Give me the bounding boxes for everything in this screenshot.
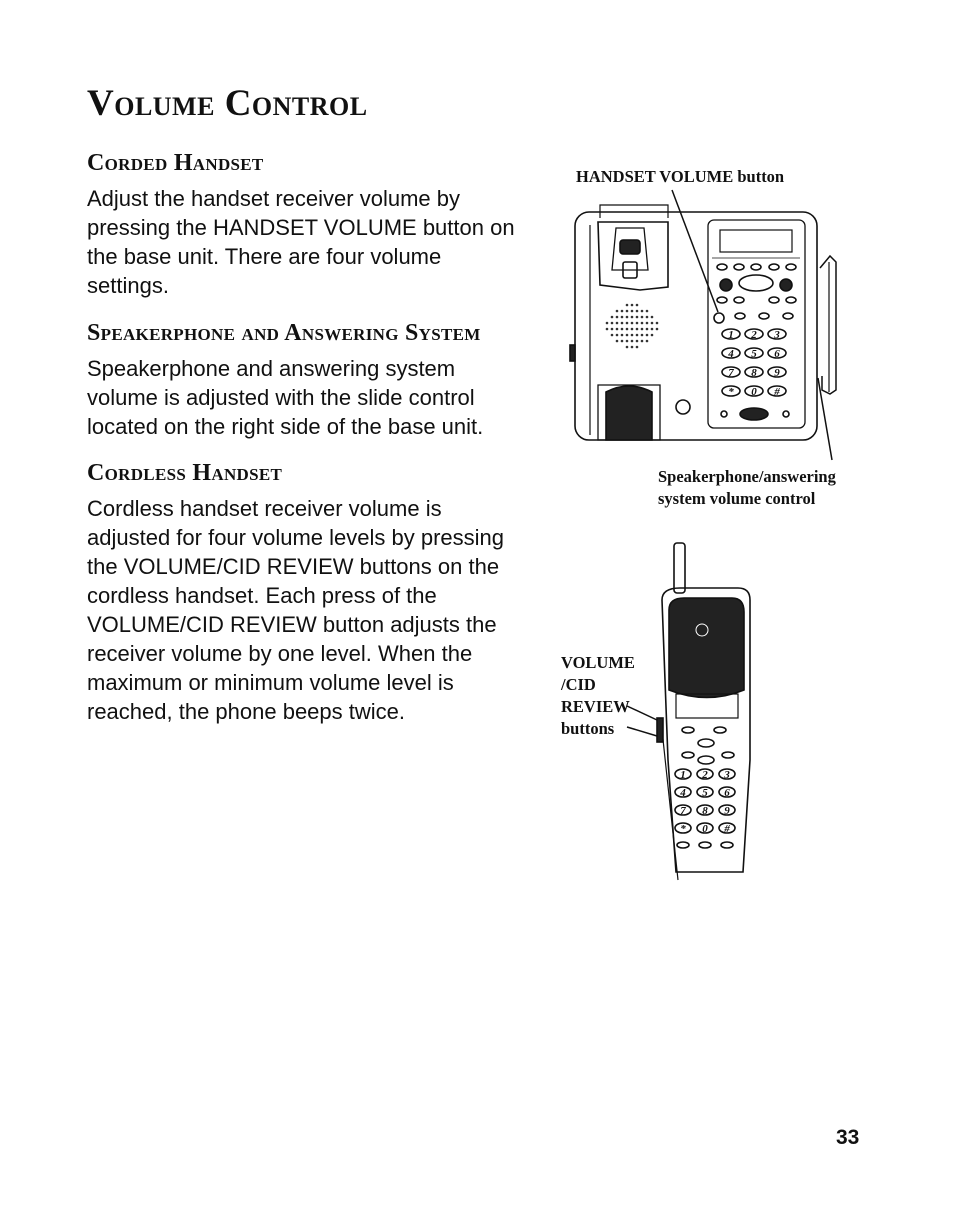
base-display: [720, 230, 792, 252]
key-9: 9: [774, 367, 780, 379]
base-unit-illustration: [570, 205, 836, 440]
handset-cradle: [598, 222, 668, 290]
handset-key-7: 7: [680, 805, 686, 817]
handset-key-5: 5: [702, 787, 708, 799]
handset-key-0: 0: [702, 823, 708, 835]
handset-key-4: 4: [680, 787, 686, 799]
text-line: receiver volume by one level. When the: [87, 641, 473, 666]
heading-speakerphone: Speakerphone and Answering System: [87, 320, 481, 346]
key-6: 6: [774, 348, 780, 360]
text-line: cordless handset. Each press of the: [87, 583, 437, 608]
leader-line-speakerphone: [818, 378, 832, 460]
leader-line-volume-cid-lower: [627, 727, 657, 736]
callout-line: /CID: [561, 675, 596, 694]
heading-corded-handset: Corded Handset: [87, 150, 264, 176]
text-line: adjusted for four volume levels by pressing: [87, 525, 504, 550]
key-1: 1: [728, 329, 734, 341]
text-line: pressing the HANDSET VOLUME button on: [87, 215, 515, 240]
text-line: Speakerphone and answering system: [87, 356, 456, 381]
text-line: the VOLUME/CID REVIEW buttons on the: [87, 554, 500, 579]
page-button: [676, 400, 690, 414]
text-line: reached, the phone beeps twice.: [87, 699, 406, 724]
handset-key-8: 8: [702, 805, 708, 817]
side-slide-control: [570, 345, 575, 361]
text-line: maximum or minimum volume level is: [87, 670, 454, 695]
callout-handset-volume: HANDSET VOLUME button: [576, 167, 785, 186]
play-stop-button: [739, 275, 773, 291]
key-8: 8: [751, 367, 757, 379]
text-line: Adjust the handset receiver volume by: [87, 186, 460, 211]
text-line: settings.: [87, 273, 169, 298]
handset-key-1: 1: [680, 769, 686, 781]
handset-key-star: *: [680, 823, 686, 835]
speaker-button: [740, 408, 768, 420]
key-2: 2: [751, 329, 757, 341]
handset-key-9: 9: [724, 805, 730, 817]
key-hash: #: [774, 386, 780, 398]
speaker-grille: [606, 304, 659, 349]
handset-antenna: [674, 543, 685, 593]
base-keypad-digits: [727, 329, 780, 398]
handset-earpiece: [669, 598, 744, 698]
key-5: 5: [751, 348, 757, 360]
callout-line: VOLUME: [561, 653, 635, 672]
callout-line: buttons: [561, 719, 615, 738]
text-line: volume is adjusted with the slide control: [87, 385, 475, 410]
key-3: 3: [774, 329, 780, 341]
heading-cordless-handset: Cordless Handset: [87, 460, 283, 486]
key-0: 0: [751, 386, 757, 398]
text-line: the base unit. There are four volume: [87, 244, 442, 269]
handset-key-2: 2: [702, 769, 708, 781]
handset-key-3: 3: [724, 769, 730, 781]
volume-cid-buttons: [657, 718, 663, 742]
text-line: VOLUME/CID REVIEW button adjusts the: [87, 612, 497, 637]
earpiece-well: [606, 386, 652, 440]
callout-line: Speakerphone/answering: [658, 467, 836, 486]
handset-volume-button: [714, 313, 724, 323]
leader-line-handset-volume: [672, 190, 718, 312]
leader-line-volume-cid-upper: [627, 706, 657, 720]
callout-line: REVIEW: [561, 697, 630, 716]
key-7: 7: [728, 367, 734, 379]
text-line: Cordless handset receiver volume is: [87, 496, 442, 521]
key-4: 4: [728, 348, 734, 360]
cradle-clip: [620, 240, 640, 254]
handset-key-6: 6: [724, 787, 730, 799]
key-star: *: [728, 386, 734, 398]
handset-key-hash: #: [724, 823, 730, 835]
page-number: 33: [836, 1126, 860, 1149]
antenna: [820, 256, 836, 394]
text-line: located on the right side of the base unit.: [87, 414, 484, 439]
page-title: Volume Control: [87, 83, 368, 124]
callout-line: system volume control: [658, 489, 816, 508]
